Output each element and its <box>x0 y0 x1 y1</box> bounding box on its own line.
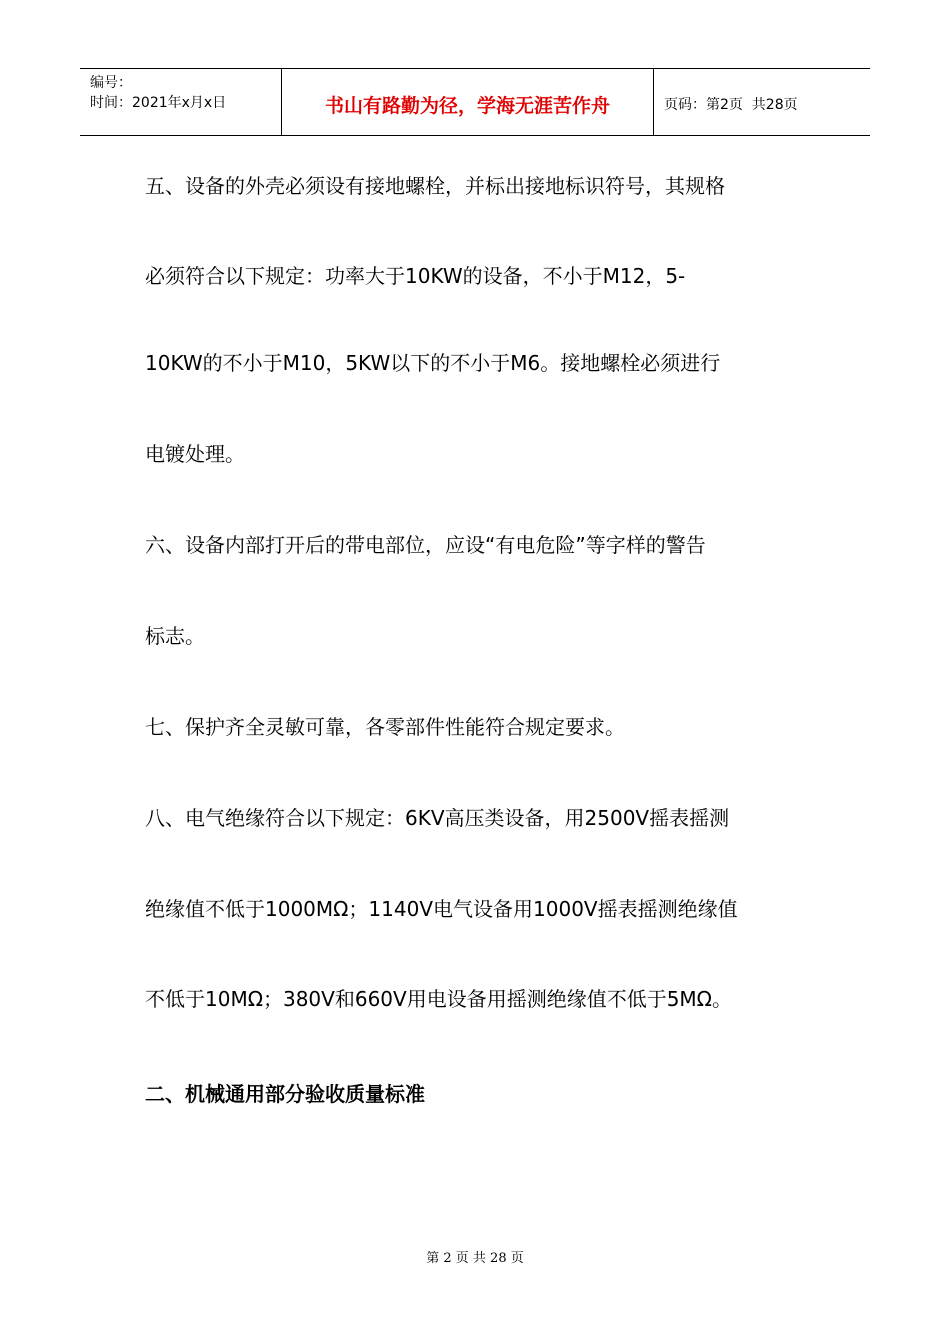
paragraph-line: 五、设备的外壳必须设有接地螺栓，并标出接地标识符号，其规格 <box>145 174 725 198</box>
paragraph-line: 标志。 <box>145 624 205 648</box>
paragraph-line: 八、电气绝缘符合以下规定：6KV高压类设备，用2500V摇表摇测 <box>145 806 730 830</box>
paragraph-line: 必须符合以下规定：功率大于10KW的设备，不小于M12，5- <box>145 264 686 288</box>
paragraph-line: 电镀处理。 <box>145 442 245 466</box>
header-meta-cell <box>80 69 282 135</box>
document-header <box>80 68 870 136</box>
header-motto: 书山有路勤为径，学海无涯苦作舟 <box>282 69 654 135</box>
section-heading: 二、机械通用部分验收质量标准 <box>145 1082 425 1106</box>
page-footer: 第 2 页 共 28 页 <box>426 1251 524 1266</box>
paragraph-line: 六、设备内部打开后的带电部位，应设“有电危险”等字样的警告 <box>145 533 706 557</box>
paragraph-line: 10KW的不小于M10，5KW以下的不小于M6。接地螺栓必须进行 <box>145 351 721 375</box>
document-number-label: 编号： <box>90 75 132 91</box>
paragraph-line: 不低于10MΩ；380V和660V用电设备用摇测绝缘值不低于5MΩ。 <box>145 987 732 1011</box>
header-page-info: 页码：第2页 共28页 <box>664 97 798 113</box>
paragraph-line: 七、保护齐全灵敏可靠，各零部件性能符合规定要求。 <box>145 715 625 739</box>
document-date: 时间：2021年x月x日 <box>90 95 227 111</box>
paragraph-line: 绝缘值不低于1000MΩ；1140V电气设备用1000V摇表摇测绝缘值 <box>145 897 738 921</box>
